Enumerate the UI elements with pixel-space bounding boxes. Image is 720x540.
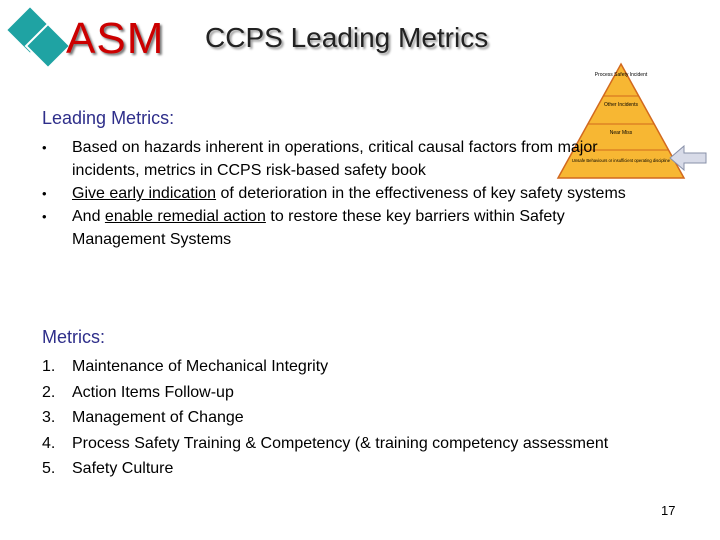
metric-text: Maintenance of Mechanical Integrity [72,358,329,375]
metrics-heading: Metrics: [42,327,105,347]
list-item [42,182,642,205]
bullet-icon: • [42,186,47,201]
pyramid-tier-2: Other Incidents [604,102,638,108]
metric-text: Management of Change [72,409,244,426]
metric-text: Action Items Follow-up [72,383,234,401]
arrow-left-icon [668,142,708,174]
bullet-text [72,205,642,251]
list-number: 3. [42,409,56,426]
list-item [42,456,702,482]
slide-title: CCPS Leading Metrics [205,22,489,53]
bullet-icon: • [42,140,47,155]
pyramid-tier-3: Near Miss [609,130,633,136]
pyramid-tier-4: Unsafe Behaviours or insufficient operating discipline [571,158,671,163]
bullet-rest: to restore these key barriers within Safety Management Systems [72,208,565,248]
list-number: 2. [42,383,56,401]
list-item [42,405,702,431]
list-number: 4. [42,434,56,452]
metrics-list [42,354,702,482]
metric-text: Safety Culture [72,460,174,477]
metric-text: Process Safety Training & Competency (& training competency assessment [72,434,609,452]
list-item [42,136,642,182]
pyramid-tier-1: Process Safety Incident [594,72,648,78]
leading-metrics-heading: Leading Metrics: [42,108,175,128]
leading-bullets-list [42,136,642,251]
underlined-phrase: Give early indication [72,185,217,202]
list-number: 5. [42,460,56,477]
list-item [42,431,702,457]
list-item [42,205,642,251]
logo-text: ASM [66,14,165,63]
list-item [42,354,702,380]
page-number: 17 [661,503,676,518]
bullet-text: Based on hazards inherent in operations, critical causal factors from major incidents, metrics in CCPS risk-based safety book [72,139,598,179]
list-item [42,380,702,406]
asm-logo [4,4,179,76]
list-number: 1. [42,358,56,375]
bullet-prefix: And [72,208,105,225]
bullet-icon: • [42,209,47,224]
underlined-phrase: enable remedial action [104,208,266,225]
bullet-text [72,182,642,205]
bullet-rest: of deterioration in the effectiveness of key safety systems [216,185,626,202]
